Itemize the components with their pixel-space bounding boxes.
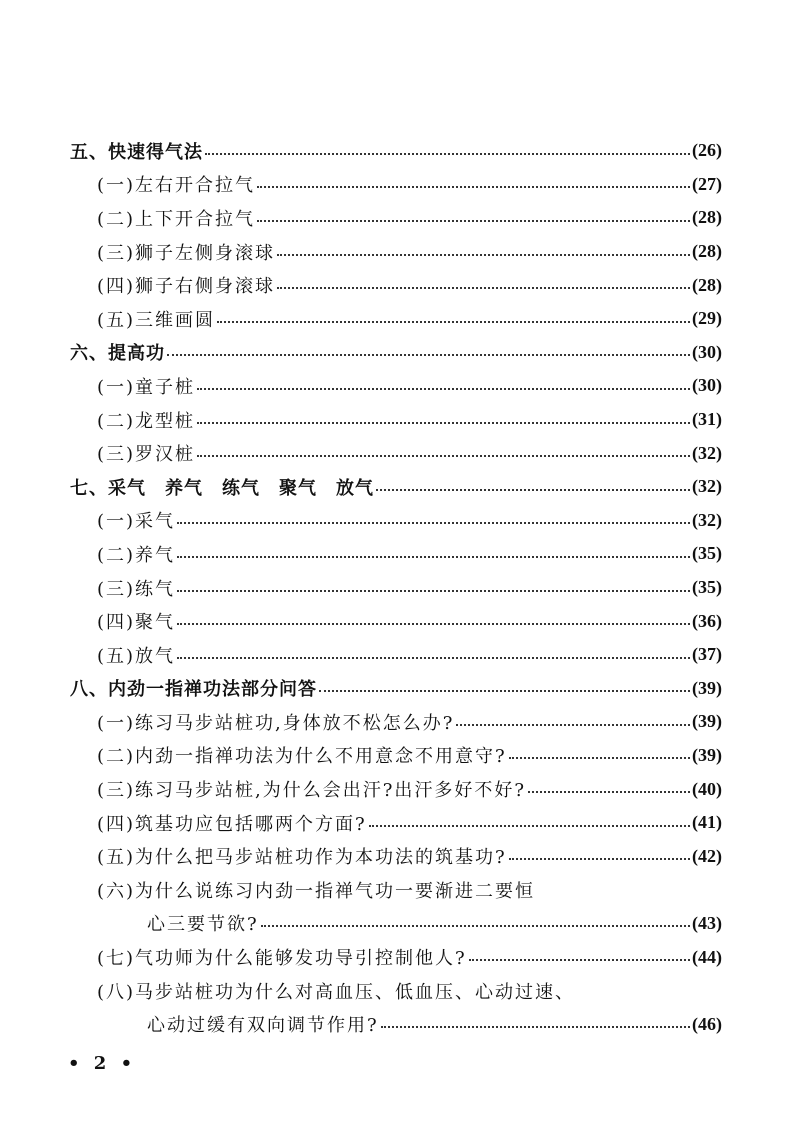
toc-chapter[interactable] xyxy=(70,134,722,168)
entry-title: 五、快速得气法 xyxy=(70,141,203,163)
entry-page-number: (27) xyxy=(692,173,722,194)
dot-leader xyxy=(381,1026,690,1028)
entry-title: (三)练习马步站桩,为什么会出汗?出汗多好不好? xyxy=(97,780,527,802)
entry-title: (一)左右开合拉气 xyxy=(97,175,256,197)
entry-title: (二)内劲一指禅功法为什么不用意念不用意守? xyxy=(97,746,507,768)
toc-section[interactable] xyxy=(70,403,722,437)
entry-page-number: (44) xyxy=(692,946,722,967)
dot-leader xyxy=(257,186,690,188)
toc-section[interactable] xyxy=(70,940,722,974)
entry-page-number: (40) xyxy=(692,778,722,799)
entry-title: (五)为什么把马步站桩功作为本功法的筑基功? xyxy=(97,847,507,869)
dot-leader xyxy=(197,455,690,457)
entry-page-number: (32) xyxy=(692,442,722,463)
toc-section[interactable] xyxy=(70,974,722,1008)
entry-title: (五)放气 xyxy=(97,645,176,667)
dot-leader xyxy=(177,590,690,592)
entry-title: (一)采气 xyxy=(97,511,176,533)
entry-title: 七、采气 养气 练气 聚气 放气 xyxy=(70,477,374,499)
entry-page-number: (32) xyxy=(692,476,722,497)
toc-section[interactable] xyxy=(70,806,722,840)
entry-title: (四)狮子右侧身滚球 xyxy=(97,276,276,298)
dot-leader xyxy=(277,254,690,256)
toc-section-continued[interactable] xyxy=(70,907,722,941)
toc-section[interactable] xyxy=(70,436,722,470)
toc-chapter[interactable] xyxy=(70,336,722,370)
dot-leader xyxy=(528,791,690,793)
entry-page-number: (39) xyxy=(692,711,722,732)
entry-page-number: (28) xyxy=(692,241,722,262)
dot-leader xyxy=(205,153,690,155)
dot-leader xyxy=(261,925,690,927)
dot-leader xyxy=(456,724,690,726)
dot-leader xyxy=(469,959,690,961)
entry-title: (二)龙型桩 xyxy=(97,410,196,432)
entry-page-number: (28) xyxy=(692,207,722,228)
entry-page-number: (41) xyxy=(692,812,722,833)
toc-section[interactable] xyxy=(70,604,722,638)
dot-leader xyxy=(177,623,690,625)
entry-page-number: (31) xyxy=(692,409,722,430)
dot-leader xyxy=(177,556,690,558)
dot-leader xyxy=(197,422,690,424)
toc-section[interactable] xyxy=(70,772,722,806)
entry-page-number: (26) xyxy=(692,140,722,161)
entry-page-number: (39) xyxy=(692,744,722,765)
entry-page-number: (39) xyxy=(692,677,722,698)
toc-section[interactable] xyxy=(70,201,722,235)
dot-leader xyxy=(257,220,690,222)
entry-title: (二)上下开合拉气 xyxy=(97,208,256,230)
dot-leader xyxy=(369,825,690,827)
toc-section[interactable] xyxy=(70,739,722,773)
entry-page-number: (30) xyxy=(692,375,722,396)
entry-title: (七)气功师为什么能够发功导引控制他人? xyxy=(97,948,467,970)
entry-page-number: (43) xyxy=(692,912,722,933)
entry-title: 六、提高功 xyxy=(70,343,165,365)
entry-title: (五)三维画圆 xyxy=(97,309,216,331)
entry-page-number: (46) xyxy=(692,1013,722,1034)
entry-title: (四)筑基功应包括哪两个方面? xyxy=(97,813,367,835)
dot-leader xyxy=(509,757,690,759)
entry-page-number: (37) xyxy=(692,644,722,665)
dot-leader xyxy=(277,287,690,289)
dot-leader xyxy=(167,354,690,356)
entry-title: 心三要节欲? xyxy=(147,914,259,936)
toc-section[interactable] xyxy=(70,839,722,873)
dot-leader xyxy=(376,489,690,491)
entry-title: (一)童子桩 xyxy=(97,376,196,398)
table-of-contents xyxy=(70,134,722,1041)
toc-chapter[interactable] xyxy=(70,470,722,504)
entry-page-number: (32) xyxy=(692,509,722,530)
toc-section[interactable] xyxy=(70,873,722,907)
entry-page-number: (29) xyxy=(692,308,722,329)
entry-page-number: (30) xyxy=(692,341,722,362)
entry-title: (八)马步站桩功为什么对高血压、低血压、心动过速、 xyxy=(97,981,576,1003)
toc-section[interactable] xyxy=(70,571,722,605)
toc-chapter[interactable] xyxy=(70,672,722,706)
entry-title: (三)罗汉桩 xyxy=(97,444,196,466)
entry-title: (一)练习马步站桩功,身体放不松怎么办? xyxy=(97,712,455,734)
entry-title: (三)练气 xyxy=(97,578,176,600)
toc-section[interactable] xyxy=(70,168,722,202)
entry-page-number: (28) xyxy=(692,274,722,295)
entry-page-number: (35) xyxy=(692,577,722,598)
dot-leader xyxy=(319,690,690,692)
dot-leader xyxy=(177,657,690,659)
toc-section[interactable] xyxy=(70,302,722,336)
entry-title: (四)聚气 xyxy=(97,612,176,634)
toc-section[interactable] xyxy=(70,235,722,269)
entry-title: 心动过缓有双向调节作用? xyxy=(147,1015,379,1037)
entry-title: (二)养气 xyxy=(97,544,176,566)
entry-page-number: (36) xyxy=(692,610,722,631)
toc-section[interactable] xyxy=(70,638,722,672)
toc-section[interactable] xyxy=(70,369,722,403)
toc-section[interactable] xyxy=(70,705,722,739)
entry-title: 八、内劲一指禅功法部分问答 xyxy=(70,679,317,701)
entry-title: (三)狮子左侧身滚球 xyxy=(97,242,276,264)
dot-leader xyxy=(217,321,690,323)
toc-section-continued[interactable] xyxy=(70,1007,722,1041)
dot-leader xyxy=(197,388,690,390)
dot-leader xyxy=(509,858,690,860)
entry-page-number: (35) xyxy=(692,543,722,564)
dot-leader xyxy=(177,522,690,524)
entry-title: (六)为什么说练习内劲一指禅气功一要渐进二要恒 xyxy=(97,880,536,902)
entry-page-number: (42) xyxy=(692,845,722,866)
toc-section[interactable] xyxy=(70,268,722,302)
toc-section[interactable] xyxy=(70,504,722,538)
toc-section[interactable] xyxy=(70,537,722,571)
page-number: • 2 • xyxy=(68,1053,137,1074)
